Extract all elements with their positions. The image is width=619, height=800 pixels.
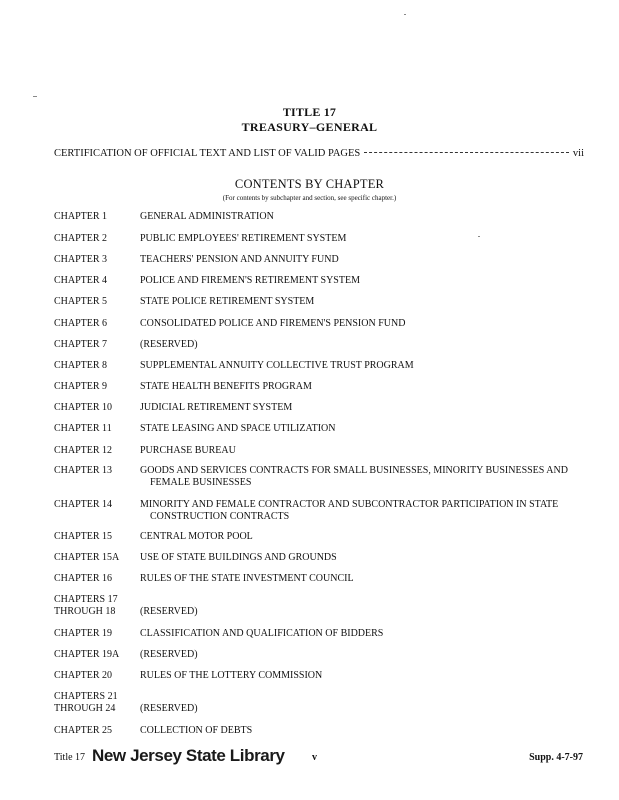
footer-supplement: Supp. 4-7-97 xyxy=(529,752,583,763)
footer-page-number: v xyxy=(312,752,317,763)
chapter-title: CLASSIFICATION AND QUALIFICATION OF BIDDERS xyxy=(140,628,384,639)
chapter-title: POLICE AND FIREMEN'S RETIREMENT SYSTEM xyxy=(140,275,360,286)
chapter-title: (RESERVED) xyxy=(140,703,198,714)
chapter-number: CHAPTER 2 xyxy=(54,233,108,244)
chapter-number: CHAPTER 19A xyxy=(54,649,120,660)
chapter-title-line1: MINORITY AND FEMALE CONTRACTOR AND SUBCONTRACTOR PARTICIPATION IN STATE xyxy=(140,499,559,510)
chapter-title: (RESERVED) xyxy=(140,649,198,660)
chapter-number: CHAPTER 16 xyxy=(54,573,113,584)
chapter-title: PUBLIC EMPLOYEES' RETIREMENT SYSTEM xyxy=(140,233,347,244)
chapter-number: CHAPTER 25 xyxy=(54,725,113,736)
chapter-number-line1: CHAPTERS 17 xyxy=(54,594,118,605)
dot-leader xyxy=(364,152,569,153)
chapter-number: CHAPTER 7 xyxy=(54,339,108,350)
chapter-title: RULES OF THE STATE INVESTMENT COUNCIL xyxy=(140,573,354,584)
library-stamp: New Jersey State Library xyxy=(92,746,285,765)
chapter-number: CHAPTER 14 xyxy=(54,499,113,510)
certification-page: vii xyxy=(572,148,584,159)
certification-label: CERTIFICATION OF OFFICIAL TEXT AND LIST OF VALID PAGES xyxy=(54,148,361,159)
chapter-title: USE OF STATE BUILDINGS AND GROUNDS xyxy=(140,552,337,563)
footer-title: Title 17 xyxy=(54,752,86,763)
chapter-number: CHAPTER 20 xyxy=(54,670,113,681)
chapter-number: CHAPTER 10 xyxy=(54,402,113,413)
chapter-title: RULES OF THE LOTTERY COMMISSION xyxy=(140,670,323,681)
scan-speck xyxy=(478,236,480,237)
chapter-title: STATE LEASING AND SPACE UTILIZATION xyxy=(140,423,336,434)
title-number: TITLE 17 xyxy=(282,105,337,119)
chapter-number-line2: THROUGH 24 xyxy=(54,703,116,714)
chapter-title-line2: FEMALE BUSINESSES xyxy=(150,477,252,488)
chapter-number: CHAPTER 6 xyxy=(54,318,108,329)
chapter-number: CHAPTER 9 xyxy=(54,381,108,392)
chapter-number: CHAPTER 15A xyxy=(54,552,120,563)
chapter-number: CHAPTER 12 xyxy=(54,445,113,456)
chapter-title xyxy=(140,499,580,523)
chapter-title-line2: CONSTRUCTION CONTRACTS xyxy=(150,511,290,522)
chapter-title xyxy=(140,465,580,489)
chapter-title: (RESERVED) xyxy=(140,606,198,617)
chapter-title: STATE POLICE RETIREMENT SYSTEM xyxy=(140,296,315,307)
chapter-number-line2: THROUGH 18 xyxy=(54,606,116,617)
chapter-number: CHAPTER 3 xyxy=(54,254,108,265)
chapter-number: CHAPTER 15 xyxy=(54,531,113,542)
chapter-title-line1: GOODS AND SERVICES CONTRACTS FOR SMALL BUSINESSES, MINORITY BUSINESSES AND xyxy=(140,465,568,476)
scan-speck xyxy=(404,14,406,15)
chapter-title: STATE HEALTH BENEFITS PROGRAM xyxy=(140,381,312,392)
title-name: TREASURY–GENERAL xyxy=(241,120,378,134)
chapter-title: COLLECTION OF DEBTS xyxy=(140,725,253,736)
chapter-number: CHAPTER 4 xyxy=(54,275,108,286)
chapter-title: GENERAL ADMINISTRATION xyxy=(140,211,274,222)
chapter-title: CONSOLIDATED POLICE AND FIREMEN'S PENSION FUND xyxy=(140,318,406,329)
chapter-title: CENTRAL MOTOR POOL xyxy=(140,531,253,542)
chapter-number: CHAPTER 13 xyxy=(54,465,113,476)
certification-line xyxy=(54,148,584,162)
scan-speck xyxy=(33,96,37,97)
chapter-number: CHAPTER 11 xyxy=(54,423,112,434)
chapter-number xyxy=(54,594,140,618)
chapter-number: CHAPTER 1 xyxy=(54,211,108,222)
contents-note: (For contents by subchapter and section, see specific chapter.) xyxy=(222,194,397,202)
contents-heading: CONTENTS BY CHAPTER xyxy=(234,177,385,191)
chapter-title: JUDICIAL RETIREMENT SYSTEM xyxy=(140,402,293,413)
chapter-number: CHAPTER 19 xyxy=(54,628,113,639)
chapter-title: TEACHERS' PENSION AND ANNUITY FUND xyxy=(140,254,339,265)
chapter-number: CHAPTER 8 xyxy=(54,360,108,371)
chapter-number: CHAPTER 5 xyxy=(54,296,108,307)
chapter-number xyxy=(54,691,140,715)
chapter-title: SUPPLEMENTAL ANNUITY COLLECTIVE TRUST PROGRAM xyxy=(140,360,414,371)
chapter-title: (RESERVED) xyxy=(140,339,198,350)
chapter-title: PURCHASE BUREAU xyxy=(140,445,236,456)
chapter-number-line1: CHAPTERS 21 xyxy=(54,691,118,702)
